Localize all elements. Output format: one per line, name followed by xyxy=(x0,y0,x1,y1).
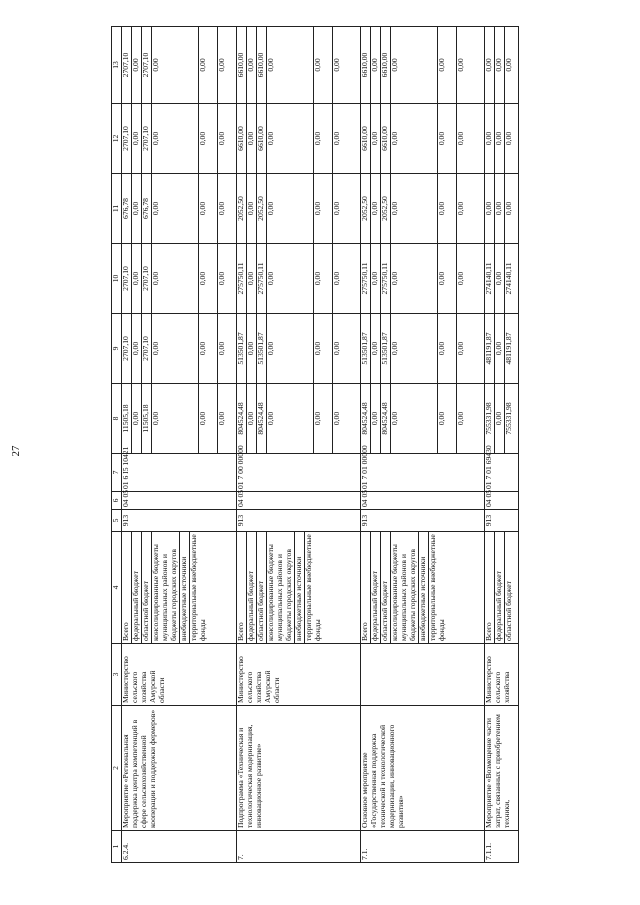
budget-table xyxy=(111,26,519,863)
value-line: 0,00 xyxy=(455,271,465,286)
value-line: 481191,87 xyxy=(503,332,513,365)
value-line: 0,00 xyxy=(314,244,333,313)
value-line: 274140,11 xyxy=(503,262,513,295)
funding-source-line: внебюджетные источники xyxy=(180,532,190,643)
value-line: 513501,87 xyxy=(381,314,391,383)
value-cell-col-11 xyxy=(360,174,484,244)
value-line: 2052,50 xyxy=(381,174,391,243)
value-line: 0,00 xyxy=(152,174,199,243)
value-cell-col-8 xyxy=(236,384,360,454)
value-line: 2052,50 xyxy=(237,174,247,243)
executor-cell: Министерство сельского хозяйства Амурской области xyxy=(121,644,236,706)
funding-source-line: внебюджетные источники xyxy=(419,532,429,643)
funding-source-line: областной бюджет xyxy=(381,532,391,643)
funding-source-line: консолидированные бюджеты муниципальных районов и бюджеты городских округов xyxy=(152,532,180,643)
target-article-cell: 01 7 01 69430 xyxy=(484,454,518,492)
value-line: 0,00 xyxy=(216,58,226,72)
value-line: 0,00 xyxy=(314,174,333,243)
section-code-cell: 04 05 xyxy=(121,492,236,510)
value-line: 0,00 xyxy=(485,27,495,103)
value-line: 0,00 xyxy=(371,314,381,383)
value-line: 804524,48 xyxy=(361,384,371,453)
value-line: 0,00 xyxy=(267,174,314,243)
column-header: 11 xyxy=(112,174,122,244)
value-line: 0,00 xyxy=(247,314,257,383)
value-line: 0,00 xyxy=(132,314,142,383)
column-header: 4 xyxy=(112,532,122,644)
value-line: 6610,00 xyxy=(257,27,267,103)
value-cell-col-12 xyxy=(236,104,360,174)
value-cell-col-9 xyxy=(236,314,360,384)
event-name-cell: Мероприятие «Возмещение части затрат, связанных с приобретением техники, xyxy=(484,706,518,831)
value-cell-col-13 xyxy=(236,27,360,104)
value-line: 676,78 xyxy=(142,174,152,243)
value-line: 0,00 xyxy=(247,384,257,453)
value-line: 0,00 xyxy=(267,314,314,383)
value-line: 0,00 xyxy=(314,27,333,103)
value-line: 275750,11 xyxy=(361,244,371,313)
value-cell-col-8 xyxy=(121,384,236,454)
funding-sources-cell xyxy=(360,532,484,644)
value-line: 0,00 xyxy=(314,314,333,383)
value-cell-col-10 xyxy=(236,244,360,314)
column-header: 3 xyxy=(112,644,122,706)
value-line: 0,00 xyxy=(391,314,438,383)
funding-source-line: областной бюджет xyxy=(142,532,152,643)
section-code-cell: 04 05 xyxy=(484,492,518,510)
funding-source-line: территориальные внебюджетные фонды xyxy=(303,534,322,641)
value-line: 0,00 xyxy=(331,131,341,146)
value-line: 0,00 xyxy=(314,104,333,173)
value-line: 0,00 xyxy=(314,384,333,453)
funding-source-line: Всего xyxy=(237,532,247,643)
value-line: 0,00 xyxy=(132,27,142,103)
value-line: 0,00 xyxy=(438,244,457,313)
value-line: 0,00 xyxy=(391,384,438,453)
value-line: 0,00 xyxy=(371,27,381,103)
table-row xyxy=(121,27,236,863)
funding-sources-cell xyxy=(236,532,360,644)
value-line: 0,00 xyxy=(438,384,457,453)
value-cell-col-12 xyxy=(360,104,484,174)
target-article-cell: 01 7 00 00000 xyxy=(236,454,360,492)
funding-source-line: Всего xyxy=(361,532,371,643)
column-header: 10 xyxy=(112,244,122,314)
value-line: 0,00 xyxy=(216,271,226,286)
value-line: 0,00 xyxy=(438,27,457,103)
value-line: 0,00 xyxy=(199,314,218,383)
rotated-table-container xyxy=(111,37,569,863)
executor-cell: Министерство сельского хозяйства Амурской области xyxy=(236,644,360,706)
value-line: 2707,10 xyxy=(142,244,152,313)
value-line: 0,00 xyxy=(331,271,341,286)
value-line: 0,00 xyxy=(495,104,505,173)
value-line: 0,00 xyxy=(371,104,381,173)
funding-source-line: консолидированные бюджеты муниципальных районов и бюджеты городских округов xyxy=(267,532,295,643)
column-header: 5 xyxy=(112,510,122,532)
funding-source-line: территориальные внебюджетные фонды xyxy=(188,534,207,641)
value-cell-col-11 xyxy=(121,174,236,244)
value-line: 0,00 xyxy=(152,244,199,313)
value-line: 0,00 xyxy=(132,174,142,243)
value-line: 676,78 xyxy=(122,174,132,243)
value-line: 0,00 xyxy=(132,384,142,453)
value-line: 0,00 xyxy=(247,27,257,103)
event-name-cell: Основное мероприятие «Государственная поддержка технической и технологической модернизации, инновационного развития» xyxy=(360,706,484,831)
value-line: 0,00 xyxy=(495,27,505,103)
value-line: 0,00 xyxy=(331,411,341,426)
value-line: 804524,48 xyxy=(381,384,391,453)
value-line: 2707,10 xyxy=(142,27,152,103)
value-line: 0,00 xyxy=(132,244,142,313)
value-cell-col-9 xyxy=(484,314,518,384)
value-cell-col-10 xyxy=(360,244,484,314)
column-header: 9 xyxy=(112,314,122,384)
value-line: 513501,87 xyxy=(257,314,267,383)
value-line: 6610,00 xyxy=(361,104,371,173)
value-line: 0,00 xyxy=(495,314,505,383)
funding-source-line: федеральный бюджет xyxy=(247,532,257,643)
value-cell-col-10 xyxy=(121,244,236,314)
value-cell-col-9 xyxy=(121,314,236,384)
value-line: 0,00 xyxy=(216,411,226,426)
column-header: 1 xyxy=(112,831,122,863)
value-line: 0,00 xyxy=(391,27,438,103)
column-header: 2 xyxy=(112,706,122,831)
value-line: 275750,11 xyxy=(237,244,247,313)
value-line: 0,00 xyxy=(438,104,457,173)
row-number-cell: 6.2.4. xyxy=(121,831,236,863)
value-cell-col-9 xyxy=(360,314,484,384)
value-line: 0,00 xyxy=(438,314,457,383)
value-line: 804524,48 xyxy=(237,384,247,453)
value-line: 0,00 xyxy=(485,174,495,243)
table-row xyxy=(484,27,518,863)
executor-cell: Министерство сельского хозяйства xyxy=(484,644,518,706)
funding-source-line: федеральный бюджет xyxy=(495,532,505,643)
page-number: 27 xyxy=(10,445,22,457)
funding-source-line: областной бюджет xyxy=(257,532,267,643)
column-header: 6 xyxy=(112,492,122,510)
value-line: 0,00 xyxy=(331,201,341,216)
column-header: 13 xyxy=(112,27,122,104)
value-line: 0,00 xyxy=(495,384,505,453)
funding-sources-cell xyxy=(484,532,518,644)
value-line: 0,00 xyxy=(391,104,438,173)
value-line: 0,00 xyxy=(267,244,314,313)
value-cell-col-11 xyxy=(484,174,518,244)
gov-code-cell: 913 xyxy=(360,510,484,532)
table-row xyxy=(360,27,484,863)
value-line: 2707,10 xyxy=(122,244,132,313)
column-header: 8 xyxy=(112,384,122,454)
funding-source-line: консолидированные бюджеты муниципальных районов и бюджеты городских округов xyxy=(391,532,419,643)
row-number-cell: 7.1. xyxy=(360,831,484,863)
value-line: 481191,87 xyxy=(485,314,495,383)
gov-code-cell: 913 xyxy=(236,510,360,532)
value-line: 0,00 xyxy=(503,201,513,216)
event-name-cell: Подпрограмма «Техническая и технологическая модернизация, инновационное развитие» xyxy=(236,706,360,831)
value-line: 6610,00 xyxy=(257,104,267,173)
value-line: 275750,11 xyxy=(257,244,267,313)
section-code-cell: 04 05 xyxy=(236,492,360,510)
value-line: 513501,87 xyxy=(361,314,371,383)
value-line: 0,00 xyxy=(152,104,199,173)
value-line: 0,00 xyxy=(495,244,505,313)
value-line: 0,00 xyxy=(495,174,505,243)
table-row xyxy=(236,27,360,863)
gov-code-cell: 913 xyxy=(121,510,236,532)
row-number-cell: 7. xyxy=(236,831,360,863)
value-line: 2707,10 xyxy=(122,314,132,383)
value-line: 0,00 xyxy=(371,174,381,243)
value-line: 0,00 xyxy=(216,131,226,146)
table-body xyxy=(121,27,518,863)
value-line: 0,00 xyxy=(132,104,142,173)
value-line: 0,00 xyxy=(371,244,381,313)
value-line: 0,00 xyxy=(152,384,199,453)
column-header: 7 xyxy=(112,454,122,492)
value-line: 0,00 xyxy=(152,314,199,383)
value-line: 0,00 xyxy=(267,104,314,173)
target-article-cell: 01 6 I5 10421 xyxy=(121,454,236,492)
value-line: 0,00 xyxy=(391,244,438,313)
value-line: 2707,10 xyxy=(142,314,152,383)
value-cell-col-13 xyxy=(121,27,236,104)
value-line: 11505,18 xyxy=(122,384,132,453)
value-line: 0,00 xyxy=(199,244,218,313)
value-line: 0,00 xyxy=(485,104,495,173)
value-line: 2707,10 xyxy=(122,104,132,173)
column-number-row xyxy=(112,27,122,863)
value-line: 0,00 xyxy=(152,27,199,103)
value-line: 0,00 xyxy=(247,244,257,313)
value-line: 755331,98 xyxy=(485,384,495,453)
funding-sources-cell xyxy=(121,532,236,644)
value-line: 0,00 xyxy=(391,174,438,243)
value-line: 6610,00 xyxy=(381,27,391,103)
executor-cell xyxy=(360,644,484,706)
value-cell-col-13 xyxy=(360,27,484,104)
value-line: 0,00 xyxy=(199,174,218,243)
value-line: 0,00 xyxy=(503,131,513,146)
value-line: 0,00 xyxy=(247,104,257,173)
value-line: 513501,87 xyxy=(237,314,247,383)
value-line: 0,00 xyxy=(267,27,314,103)
value-line: 275750,11 xyxy=(381,244,391,313)
value-line: 0,00 xyxy=(371,384,381,453)
funding-source-line: территориальные внебюджетные фонды xyxy=(427,534,446,641)
value-line: 0,00 xyxy=(199,384,218,453)
funding-source-line: областной бюджет xyxy=(503,581,513,641)
funding-source-line: внебюджетные источники xyxy=(295,532,305,643)
value-line: 0,00 xyxy=(267,384,314,453)
section-code-cell: 04 05 xyxy=(360,492,484,510)
funding-source-line: Всего xyxy=(485,532,495,643)
value-line: 6610,00 xyxy=(361,27,371,103)
value-line: 6610,00 xyxy=(237,27,247,103)
value-line: 0,00 xyxy=(455,201,465,216)
value-cell-col-11 xyxy=(236,174,360,244)
value-line: 6610,00 xyxy=(237,104,247,173)
gov-code-cell: 913 xyxy=(484,510,518,532)
funding-source-line: Всего xyxy=(122,532,132,643)
value-line: 0,00 xyxy=(455,341,465,356)
value-line: 0,00 xyxy=(247,174,257,243)
value-line: 0,00 xyxy=(455,58,465,72)
value-line: 0,00 xyxy=(503,58,513,72)
value-cell-col-8 xyxy=(484,384,518,454)
value-cell-col-10 xyxy=(484,244,518,314)
value-cell-col-12 xyxy=(484,104,518,174)
value-line: 804524,48 xyxy=(257,384,267,453)
value-line: 6610,00 xyxy=(381,104,391,173)
value-line: 0,00 xyxy=(216,201,226,216)
value-line: 2052,50 xyxy=(257,174,267,243)
value-line: 0,00 xyxy=(455,411,465,426)
value-line: 274140,11 xyxy=(485,244,495,313)
target-article-cell: 01 7 01 00000 xyxy=(360,454,484,492)
value-line: 0,00 xyxy=(455,131,465,146)
value-line: 0,00 xyxy=(438,174,457,243)
value-line: 2052,50 xyxy=(361,174,371,243)
value-line: 11505,18 xyxy=(142,384,152,453)
value-line: 0,00 xyxy=(331,58,341,72)
value-cell-col-12 xyxy=(121,104,236,174)
value-line: 2707,10 xyxy=(142,104,152,173)
row-number-cell: 7.1.1. xyxy=(484,831,518,863)
event-name-cell: Мероприятие «Региональная поддержка центра компетенций в сфере сельскохозяйственной кооперации и поддержки фермеров» xyxy=(121,706,236,831)
funding-source-line: федеральный бюджет xyxy=(132,532,142,643)
funding-source-line: федеральный бюджет xyxy=(371,532,381,643)
value-line: 0,00 xyxy=(331,341,341,356)
value-line: 2707,10 xyxy=(122,27,132,103)
value-line: 0,00 xyxy=(216,341,226,356)
column-header: 12 xyxy=(112,104,122,174)
value-line: 0,00 xyxy=(199,104,218,173)
value-line: 755331,98 xyxy=(503,402,513,435)
value-line: 0,00 xyxy=(199,27,218,103)
value-cell-col-8 xyxy=(360,384,484,454)
value-cell-col-13 xyxy=(484,27,518,104)
